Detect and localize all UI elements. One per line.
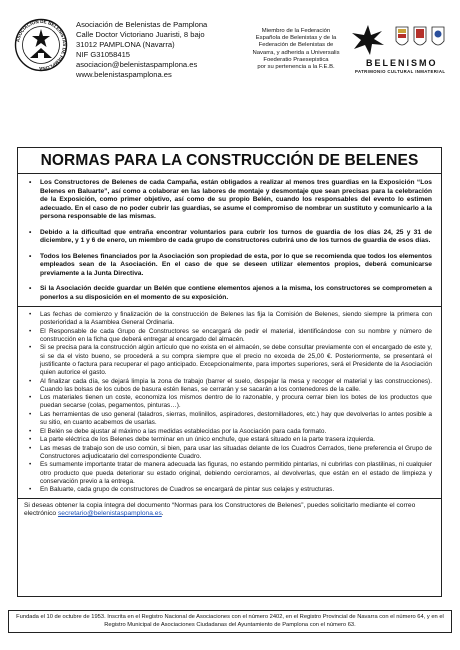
svg-text:ASOCIACIÓN DE BELENISTAS DE PA: ASOCIACIÓN DE BELENISTAS DE PAMPLONA [15,18,68,72]
federation-line: Navarra, y adherida a Universalis [252,49,340,56]
general-rule-item: • Las fechas de comienzo y finalización de la construcción de Belenes las fija la Comisión de Belenes, siendo siempre la primera con posterioridad a la Asamblea General Ordinaria. [23,311,432,327]
general-rule-item: • En Baluarte, cada grupo de constructores de Cuadros se encargará de pintar sus celajes y estructuras. [23,486,432,494]
general-rule-item: • El Belén se debe ajustar al máximo a las medidas establecidas por la Asociación para cada formato. [23,428,432,436]
belenismo-wordmark: BELENISMO [366,58,438,68]
general-rules-list [23,311,432,494]
association-nif: NIF G31058415 [76,49,131,59]
document-title: NORMAS PARA LA CONSTRUCCIÓN DE BELENES [18,148,441,174]
belenismo-logo [346,23,446,75]
note-end: . [161,510,164,518]
association-name: Asociación de Belenistas de Pamplona [76,20,208,29]
general-rule-item: • Los materiales tienen un coste, economiza los mismos dentro de lo razonable, y procura cerrar bien los botes de los productos que puedan secarse (colas, pegamentos, pinturas…). [23,394,432,410]
general-rules-section [18,307,441,499]
belenismo-emblem-icon [346,23,446,57]
association-city: 31012 PAMPLONA (Navarra) [76,39,175,49]
document-request-note [18,499,441,519]
key-rules-section [18,174,441,307]
general-rule-item: • Las herramientas de uso general (taladros, sierras, molinillos, aspiradores, destornilladores, etc.) hay que devolverlas lo antes posible a su sitio, en cuanto acabemos de usarlas. [23,411,432,427]
federation-line: Miembro de la Federación [261,28,331,34]
association-email[interactable]: asociacion@belenistaspamplona.es [76,59,198,69]
rules-document [17,147,442,597]
federation-membership [246,28,346,71]
federation-line: Foederatio Praesepistica [263,56,329,63]
federation-line: Española de Belenistas y de la [255,35,337,42]
general-rule-item: • El Responsable de cada Grupo de Constructores se encargará de pedir el material, identificándose con su nombre y número de construcción en la ficha que deberá entregar al encargado del almacén. [23,328,432,344]
registration-footer: Fundada el 10 de octubre de 1953. Inscrita en el Registro Nacional de Asociaciones con el número 2402, en el Registro Provincial de Navarra con el número 64, y en el Registro Municipal de Asociaciones Ciudadanas del Ayuntamiento de Pamplona con el número 63. [8,610,452,633]
general-rule-item: • Si se precisa para la construcción algún artículo que no exista en el almacén, se debe consultar previamente con el encargado de este y, si se da el visto bueno, se procederá a su compra siempre que el precio no exceda de 25,00 €. Posteriormente, se presentará el justificante o factura para recuperar el pago anticipado. Excepcionalmente, para importes superiores, será el Presidente de la Asociación quien autorice el gasto. [23,344,432,377]
general-rule-item: • Al finalizar cada día, se dejará limpia la zona de trabajo (barrer el suelo, despejar la mesa y recoger el material y las construcciones). Cuando las bolsas de los cubos de basura estén llenas, se cerrarán y se sacarán a los contenedores de la calle. [23,378,432,394]
federation-line: Federación de Belenistas de [258,42,334,49]
federation-line: por su pertenencia a la F.E.B. [257,64,335,71]
general-rule-item: • La parte eléctrica de los Belenes debe terminar en un único enchufe, que estará situado en la parte trasera izquierda. [23,436,432,444]
secretary-email-link[interactable]: secretario@belenistaspamplona.es [57,510,162,518]
key-rule-item: • Debido a la dificultad que entraña encontrar voluntarios para cubrir los turnos de guardia de los días 24, 25 y 31 de diciembre, y 1 y 6 de enero, un miembro de cada grupo de constructores cubrirá uno de los turnos de guardia de esos días. [23,229,432,246]
association-website[interactable]: www.belenistaspamplona.es [76,69,172,79]
key-rule-item: • Los Constructores de Belenes de cada Campaña, están obligados a realizar al menos tres guardias en la Exposición “Los Belenes en Baluarte”, así como a colaborar en las labores de montaje y desmontaje que sean precisas para la celebración de la Exposición, como primer objetivo, así como de su propio Belén, cuando los responsables del evento lo estimen adecuado. En el caso de no poder cubrir las guardias, se asume el compromiso de nombrar un sustituto y comunicarlo a la persona responsable de las mismas. [23,179,432,222]
key-rule-item: • Si la Asociación decide guardar un Belén que contiene elementos ajenos a la misma, los constructores se comprometen a ponerlos a su disposición en el momento de su exposición. [23,285,432,302]
association-logo [14,18,68,72]
association-contact-block [76,20,207,79]
key-rules-list [23,179,432,302]
association-address: Calle Doctor Victoriano Juaristi, 8 bajo [76,29,205,39]
key-rule-item: • Todos los Belenes financiados por la Asociación son propiedad de esta, por lo que se recomienda que todos los elementos empleados sean de la Asociación. En el caso de que se deseen utilizar elementos propios, deberá comunicarse previamente a la Junta Directiva. [23,253,432,279]
belenismo-subtitle: PATRIMONIO CULTURAL INMATERIAL [355,69,446,74]
general-rule-item: • Es sumamente importante tratar de manera adecuada las figuras, no estando permitido pintarlas, ni cubrirlas con plastilinas, ni cualquier otro producto que pueda deteriorar su estado original, debiendo cerciorarnos, al devolverlas, que están en el estado de limpieza y conservación previo a la entrega. [23,461,432,486]
general-rule-item: • Las mesas de trabajo son de uso común, si bien, para usar las situadas delante de los Cuadros Cerrados, tiene preferencia el Grupo de Constructores adjudicatario del correspondiente Cuadro. [23,445,432,461]
note-text: Si deseas obtener la copia íntegra del documento “Normas para los Constructores de Belenes”, puedes solicitarlo mediante el correo electrónico [24,501,416,518]
